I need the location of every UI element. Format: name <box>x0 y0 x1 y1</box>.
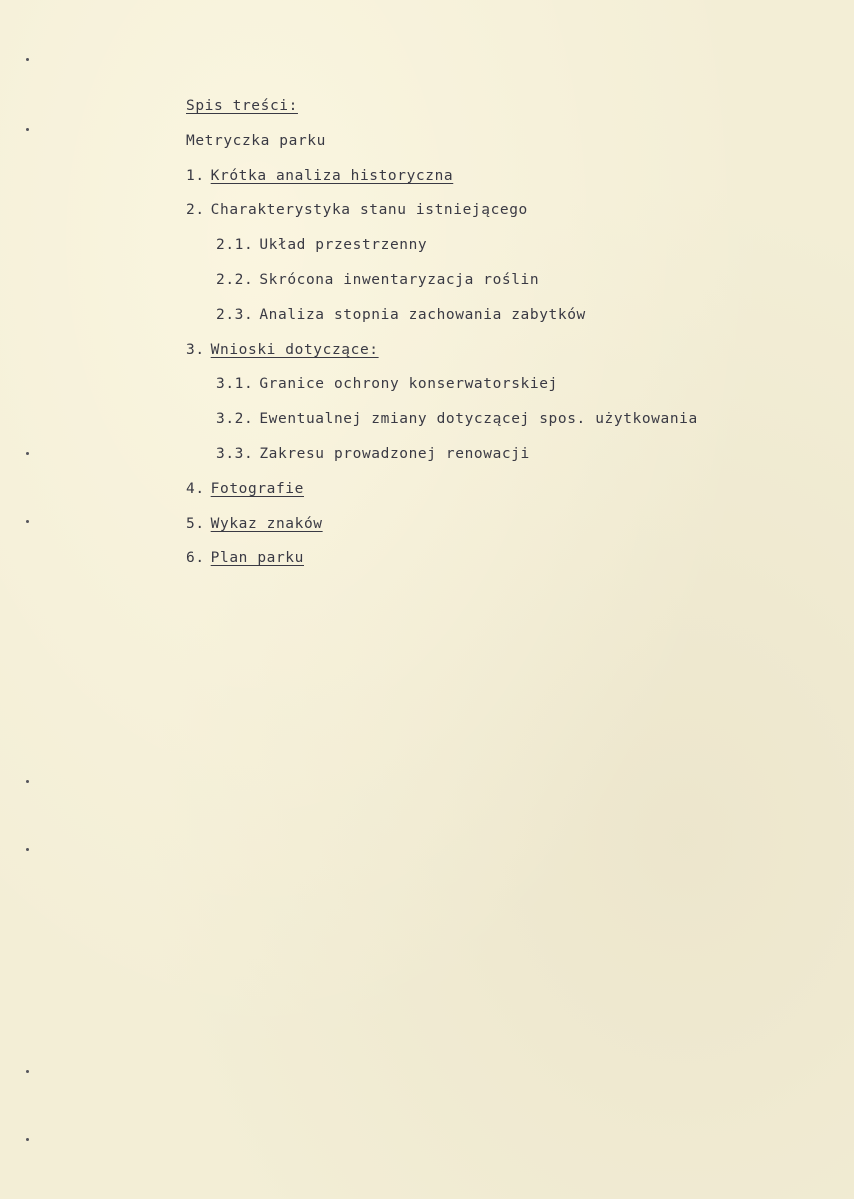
toc-item-3-2 <box>186 407 698 442</box>
toc-item-label: Wnioski dotyczące: <box>210 341 379 358</box>
toc-intro: Metryczka parku <box>186 132 326 149</box>
toc-item-number: 4. <box>186 480 205 497</box>
toc-item-label: Analiza stopnia zachowania zabytków <box>259 306 586 323</box>
toc-item-number: 1. <box>186 167 205 184</box>
toc-item-label: Krótka analiza historyczna <box>210 167 454 184</box>
toc-item-label: Skrócona inwentaryzacja roślin <box>259 271 540 288</box>
toc-item-number: 3. <box>186 341 205 358</box>
toc-title: Spis treści: <box>186 98 298 114</box>
margin-mark <box>26 452 29 455</box>
toc-item-label: Zakresu prowadzonej renowacji <box>259 445 530 462</box>
toc-item-number: 5. <box>186 515 205 532</box>
toc-item-label: Ewentualnej zmiany dotyczącej spos. użytkowania <box>259 411 698 428</box>
toc-item-label: Fotografie <box>210 480 304 497</box>
toc-item-1 <box>186 164 698 199</box>
toc-item-number: 3.2. <box>216 411 254 428</box>
margin-mark <box>26 520 29 523</box>
toc-item-number: 6. <box>186 550 205 567</box>
toc-item-label: Plan parku <box>210 550 304 567</box>
toc-item-number: 2. <box>186 202 205 219</box>
margin-mark <box>26 1138 29 1141</box>
table-of-contents <box>186 94 698 581</box>
toc-item-3-3 <box>186 442 698 477</box>
margin-mark <box>26 1070 29 1073</box>
toc-item-2 <box>186 198 698 233</box>
toc-item-2-1 <box>186 233 698 268</box>
toc-item-number: 2.3. <box>216 306 254 323</box>
toc-item-6 <box>186 546 698 581</box>
toc-item-4 <box>186 477 698 512</box>
toc-item-number: 3.3. <box>216 445 254 462</box>
margin-mark <box>26 780 29 783</box>
margin-mark <box>26 58 29 61</box>
toc-item-2-2 <box>186 268 698 303</box>
toc-item-label: Granice ochrony konserwatorskiej <box>259 376 558 393</box>
toc-item-label: Charakterystyka stanu istniejącego <box>210 202 528 219</box>
toc-item-2-3 <box>186 303 698 338</box>
toc-item-3 <box>186 338 698 373</box>
toc-item-label: Wykaz znaków <box>210 515 323 532</box>
toc-item-number: 2.2. <box>216 271 254 288</box>
toc-item-number: 3.1. <box>216 376 254 393</box>
toc-item-label: Układ przestrzenny <box>259 237 428 254</box>
toc-item-number: 2.1. <box>216 237 254 254</box>
toc-item-5 <box>186 512 698 547</box>
margin-mark <box>26 848 29 851</box>
margin-mark <box>26 128 29 131</box>
toc-item-3-1 <box>186 372 698 407</box>
